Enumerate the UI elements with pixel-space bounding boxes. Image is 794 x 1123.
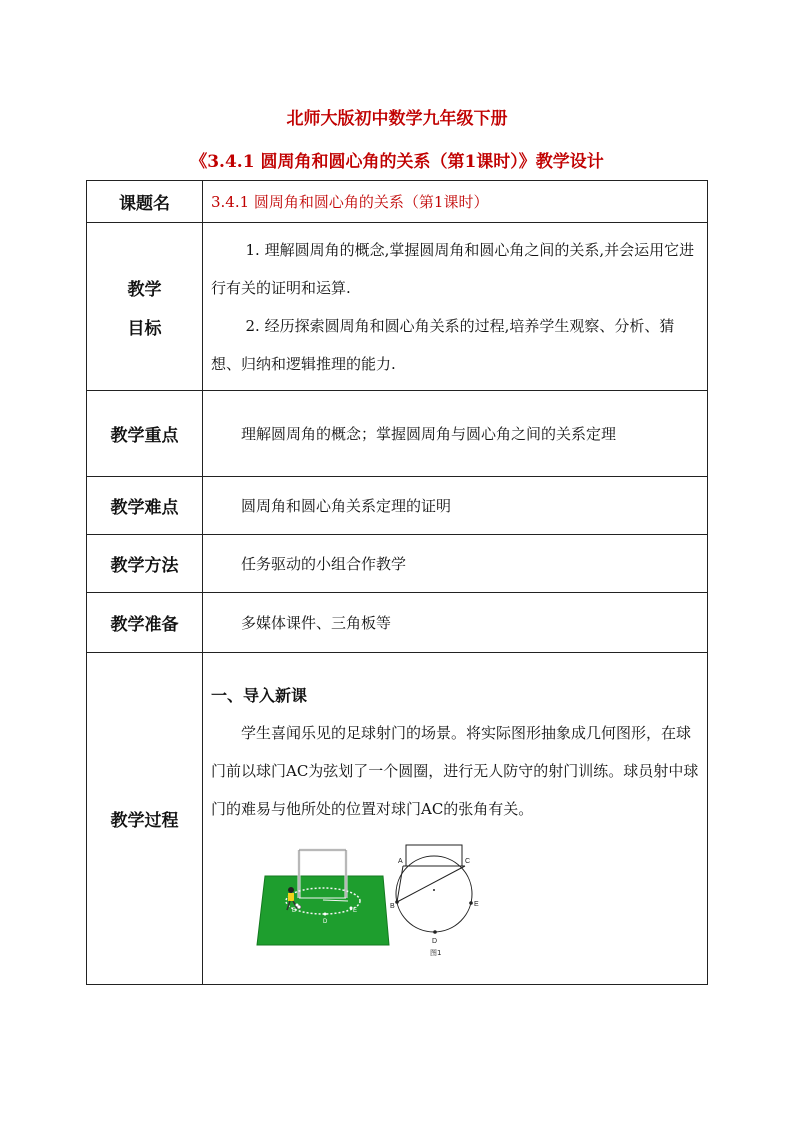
diagram-label-c: C: [465, 858, 471, 865]
row-method: [87, 535, 708, 593]
key-cell: [203, 391, 708, 477]
prep-value: 多媒体课件、三角板等: [241, 613, 392, 632]
topic-value: 3.4.1 圆周角和圆心角的关系（第1课时）: [211, 193, 489, 211]
circle-outline: [396, 856, 472, 932]
document-title-lesson: 《3.4.1 圆周角和圆心角的关系（第1课时）》教学设计: [190, 152, 604, 172]
point-e: [469, 901, 473, 905]
diagram-label-d: D: [432, 938, 438, 945]
goals-label: [87, 223, 203, 391]
figure-caption: 图1: [430, 949, 442, 957]
row-process: [87, 653, 708, 985]
row-goals: [87, 223, 708, 391]
method-cell: [203, 535, 708, 593]
center-point: [433, 889, 435, 891]
diagram-label-a: A: [398, 858, 403, 865]
field-label-e: E: [353, 908, 358, 914]
row-difficulty: [87, 477, 708, 535]
figure-area: [203, 828, 707, 963]
row-key-points: [87, 391, 708, 477]
goal-item-1: 1. 理解圆周角的概念,掌握圆周角和圆心角之间的关系,并会运用它进行有关的证明和运算.: [211, 240, 695, 297]
difficulty-cell: [203, 477, 708, 535]
difficulty-label: 教学难点: [87, 477, 203, 535]
goals-cell: [203, 223, 708, 391]
circle-diagram: [390, 845, 479, 957]
chord-ab: [397, 866, 403, 902]
goals-label-line1: 教学: [127, 279, 162, 300]
field-label-d: D: [323, 919, 328, 925]
goals-label-line2: 目标: [127, 318, 162, 339]
document-title-series: 北师大版初中数学九年级下册: [286, 109, 508, 129]
process-cell: [203, 653, 708, 985]
goal-item-2: 2. 经历探索圆周角和圆心角关系的过程,培养学生观察、分析、猜想、归纳和逻辑推理的能力.: [211, 316, 675, 373]
player-shirt: [288, 893, 294, 901]
prep-label: 教学准备: [87, 593, 203, 653]
point-b: [395, 900, 399, 904]
soccer-field-picture: [257, 850, 389, 945]
diagram-label-e: E: [474, 901, 479, 908]
method-value: 任务驱动的小组合作教学: [241, 554, 407, 573]
field-label-b: B: [292, 908, 297, 914]
key-value: 理解圆周角的概念；掌握圆周角与圆心角之间的关系定理: [241, 424, 617, 443]
key-label: 教学重点: [87, 391, 203, 477]
prep-cell: [203, 593, 708, 653]
topic-label: 课题名: [87, 181, 203, 223]
section-heading-intro: 一、导入新课: [211, 686, 308, 705]
field-grass: [257, 876, 389, 945]
row-preparation: [87, 593, 708, 653]
player-head: [288, 887, 294, 893]
process-paragraph-1: 学生喜闻乐见的足球射门的场景。将实际图形抽象成几何图形，在球门前以球门AC为弦划了一个圆圈，进行无人防守的射门训练。球员射中球门的难易与他所处的位置对球门AC的张角有关。: [211, 724, 699, 818]
difficulty-value: 圆周角和圆心角关系定理的证明: [241, 496, 452, 515]
figure-illustrations: [203, 828, 703, 963]
diagram-label-b: B: [390, 903, 395, 910]
lesson-plan-table: [86, 180, 708, 985]
chord-bc: [397, 866, 465, 902]
topic-cell: [203, 181, 708, 223]
process-label: 教学过程: [87, 653, 203, 985]
row-topic: [87, 181, 708, 223]
method-label: 教学方法: [87, 535, 203, 593]
point-d: [433, 930, 437, 934]
